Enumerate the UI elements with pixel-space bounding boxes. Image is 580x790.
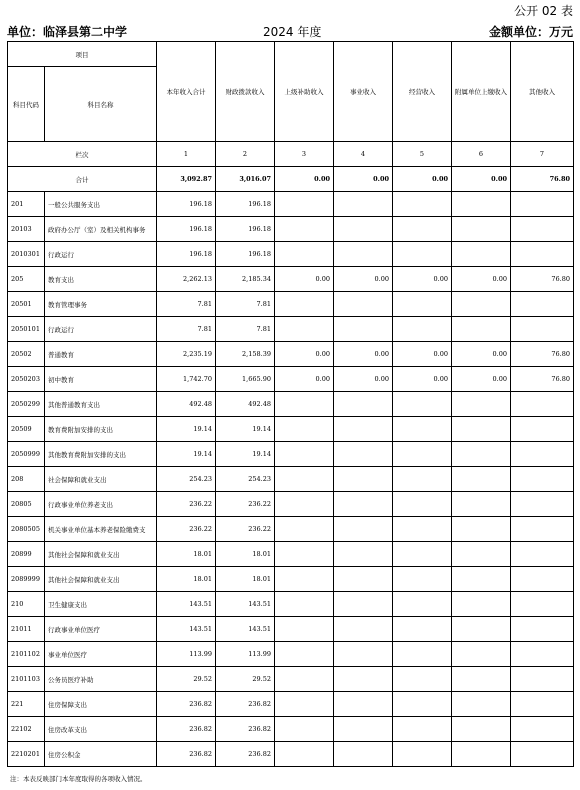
code-cell: 210	[8, 592, 45, 617]
operating-cell: 0.00	[393, 342, 452, 367]
name-cell: 机关事业单位基本养老保险缴费支	[45, 517, 157, 542]
business-cell	[334, 517, 393, 542]
affiliated-cell	[452, 492, 511, 517]
affiliated-cell	[452, 592, 511, 617]
fiscal-cell: 236.82	[216, 742, 275, 767]
business-cell	[334, 292, 393, 317]
lanci-num: 2	[216, 142, 275, 167]
col-affiliated: 附属单位上缴收入	[452, 42, 511, 142]
fiscal-cell: 254.23	[216, 467, 275, 492]
other-cell	[511, 417, 574, 442]
operating-cell	[393, 517, 452, 542]
subsidy-cell	[275, 717, 334, 742]
other-cell	[511, 492, 574, 517]
code-cell: 2089999	[8, 567, 45, 592]
other-cell	[511, 717, 574, 742]
business-cell	[334, 317, 393, 342]
code-cell: 2050299	[8, 392, 45, 417]
total-income-cell: 143.51	[157, 617, 216, 642]
operating-cell	[393, 467, 452, 492]
operating-cell	[393, 667, 452, 692]
col-fiscal: 财政拨款收入	[216, 42, 275, 142]
fiscal-cell: 196.18	[216, 217, 275, 242]
total-income-cell: 236.82	[157, 717, 216, 742]
table-row	[8, 442, 574, 467]
subsidy-cell	[275, 667, 334, 692]
fiscal-cell: 19.14	[216, 417, 275, 442]
table-row	[8, 342, 574, 367]
affiliated-cell	[452, 442, 511, 467]
fiscal-cell: 143.51	[216, 592, 275, 617]
code-cell: 21011	[8, 617, 45, 642]
name-cell: 教育支出	[45, 267, 157, 292]
table-row	[8, 642, 574, 667]
code-cell: 208	[8, 467, 45, 492]
total-income-cell: 113.99	[157, 642, 216, 667]
total-income-cell: 18.01	[157, 567, 216, 592]
fiscal-cell: 2,158.39	[216, 342, 275, 367]
lanci-num: 1	[157, 142, 216, 167]
subsidy-cell	[275, 692, 334, 717]
code-cell: 20502	[8, 342, 45, 367]
name-cell: 初中教育	[45, 367, 157, 392]
business-cell	[334, 642, 393, 667]
code-cell: 2050203	[8, 367, 45, 392]
business-cell: 0.00	[334, 267, 393, 292]
name-cell: 政府办公厅（室）及相关机构事务	[45, 217, 157, 242]
footnote: 注：本表反映部门本年度取得的各项收入情况。	[10, 775, 147, 783]
fiscal-cell: 18.01	[216, 567, 275, 592]
total-income-cell: 1,742.70	[157, 367, 216, 392]
subsidy-cell	[275, 192, 334, 217]
name-cell: 其他普通教育支出	[45, 392, 157, 417]
fiscal-cell: 19.14	[216, 442, 275, 467]
name-cell: 其他教育费附加安排的支出	[45, 442, 157, 467]
business-cell	[334, 467, 393, 492]
report-header	[7, 23, 573, 41]
col-other: 其他收入	[511, 42, 574, 142]
total-income-cell: 254.23	[157, 467, 216, 492]
total-cell: 76.80	[511, 167, 574, 192]
col-subsidy: 上级补助收入	[275, 42, 334, 142]
col-operating: 经营收入	[393, 42, 452, 142]
other-cell	[511, 192, 574, 217]
affiliated-cell	[452, 742, 511, 767]
lanci-num: 5	[393, 142, 452, 167]
fiscal-cell: 196.18	[216, 242, 275, 267]
fiscal-cell: 236.22	[216, 517, 275, 542]
total-income-cell: 2,235.19	[157, 342, 216, 367]
business-cell: 0.00	[334, 367, 393, 392]
name-cell: 住房保障支出	[45, 692, 157, 717]
code-cell: 20103	[8, 217, 45, 242]
other-cell	[511, 592, 574, 617]
operating-cell	[393, 217, 452, 242]
code-cell: 2050999	[8, 442, 45, 467]
col-total-income: 本年收入合计	[157, 42, 216, 142]
code-cell: 2101102	[8, 642, 45, 667]
affiliated-cell	[452, 192, 511, 217]
other-cell	[511, 742, 574, 767]
code-cell: 221	[8, 692, 45, 717]
total-cell: 3,016.07	[216, 167, 275, 192]
other-cell	[511, 317, 574, 342]
fiscal-cell: 492.48	[216, 392, 275, 417]
table-row	[8, 717, 574, 742]
code-cell: 20899	[8, 542, 45, 567]
name-cell: 普通教育	[45, 342, 157, 367]
total-income-cell: 236.22	[157, 492, 216, 517]
business-cell	[334, 542, 393, 567]
table-number: 公开 02 表	[514, 4, 573, 18]
affiliated-cell	[452, 467, 511, 492]
fiscal-cell: 7.81	[216, 317, 275, 342]
business-cell	[334, 392, 393, 417]
operating-cell	[393, 292, 452, 317]
name-cell: 行政事业单位养老支出	[45, 492, 157, 517]
affiliated-cell	[452, 417, 511, 442]
other-cell	[511, 692, 574, 717]
business-cell	[334, 667, 393, 692]
name-cell: 事业单位医疗	[45, 642, 157, 667]
fiscal-cell: 113.99	[216, 642, 275, 667]
operating-cell: 0.00	[393, 267, 452, 292]
other-cell	[511, 217, 574, 242]
name-cell: 一般公共服务支出	[45, 192, 157, 217]
subsidy-cell: 0.00	[275, 342, 334, 367]
table-row	[8, 292, 574, 317]
table-row	[8, 367, 574, 392]
other-cell	[511, 517, 574, 542]
lanci-num: 7	[511, 142, 574, 167]
affiliated-cell: 0.00	[452, 367, 511, 392]
operating-cell	[393, 242, 452, 267]
unit-label: 单位：临泽县第二中学	[7, 25, 128, 39]
table-row	[8, 742, 574, 767]
project-header: 项目	[8, 42, 157, 67]
code-cell: 2101103	[8, 667, 45, 692]
lanci-label: 栏次	[8, 142, 157, 167]
affiliated-cell	[452, 642, 511, 667]
table-row	[8, 242, 574, 267]
affiliated-cell	[452, 542, 511, 567]
operating-cell	[393, 742, 452, 767]
subsidy-cell	[275, 467, 334, 492]
table-row	[8, 317, 574, 342]
total-income-cell: 7.81	[157, 292, 216, 317]
fiscal-cell: 7.81	[216, 292, 275, 317]
code-cell: 22102	[8, 717, 45, 742]
other-cell	[511, 467, 574, 492]
business-cell	[334, 742, 393, 767]
money-unit-label: 金额单位：万元	[488, 25, 573, 39]
affiliated-cell	[452, 317, 511, 342]
income-table	[7, 41, 574, 767]
total-income-cell: 143.51	[157, 592, 216, 617]
total-income-cell: 236.22	[157, 517, 216, 542]
code-cell: 201	[8, 192, 45, 217]
fiscal-cell: 236.82	[216, 717, 275, 742]
business-cell	[334, 492, 393, 517]
year-label: 2024 年度	[263, 25, 322, 39]
subsidy-cell	[275, 392, 334, 417]
affiliated-cell	[452, 217, 511, 242]
table-row	[8, 417, 574, 442]
affiliated-cell	[452, 717, 511, 742]
other-cell	[511, 567, 574, 592]
operating-cell	[393, 317, 452, 342]
subsidy-cell	[275, 492, 334, 517]
subsidy-cell	[275, 617, 334, 642]
operating-cell	[393, 542, 452, 567]
operating-cell: 0.00	[393, 367, 452, 392]
total-cell: 0.00	[334, 167, 393, 192]
business-cell: 0.00	[334, 342, 393, 367]
table-row	[8, 667, 574, 692]
name-cell: 行政运行	[45, 317, 157, 342]
fiscal-cell: 236.22	[216, 492, 275, 517]
table-row	[8, 467, 574, 492]
other-cell	[511, 392, 574, 417]
total-income-cell: 18.01	[157, 542, 216, 567]
operating-cell	[393, 192, 452, 217]
subsidy-cell	[275, 567, 334, 592]
total-income-cell: 236.82	[157, 692, 216, 717]
affiliated-cell	[452, 667, 511, 692]
total-income-cell: 29.52	[157, 667, 216, 692]
total-income-cell: 7.81	[157, 317, 216, 342]
subsidy-cell	[275, 442, 334, 467]
total-income-cell: 492.48	[157, 392, 216, 417]
table-row	[8, 617, 574, 642]
lanci-num: 3	[275, 142, 334, 167]
table-row	[8, 542, 574, 567]
other-cell	[511, 542, 574, 567]
name-cell: 行政事业单位医疗	[45, 617, 157, 642]
table-row	[8, 192, 574, 217]
operating-cell	[393, 642, 452, 667]
total-cell: 0.00	[452, 167, 511, 192]
total-label: 合计	[8, 167, 157, 192]
fiscal-cell: 1,665.90	[216, 367, 275, 392]
business-cell	[334, 567, 393, 592]
table-row	[8, 267, 574, 292]
affiliated-cell	[452, 567, 511, 592]
affiliated-cell	[452, 242, 511, 267]
table-row	[8, 517, 574, 542]
business-cell	[334, 442, 393, 467]
subsidy-cell	[275, 517, 334, 542]
other-cell: 76.80	[511, 342, 574, 367]
business-cell	[334, 192, 393, 217]
name-cell: 教育费附加安排的支出	[45, 417, 157, 442]
total-cell: 0.00	[275, 167, 334, 192]
operating-cell	[393, 417, 452, 442]
business-cell	[334, 242, 393, 267]
code-cell: 20501	[8, 292, 45, 317]
code-cell: 20509	[8, 417, 45, 442]
operating-cell	[393, 592, 452, 617]
affiliated-cell: 0.00	[452, 267, 511, 292]
business-cell	[334, 617, 393, 642]
operating-cell	[393, 692, 452, 717]
table-row	[8, 217, 574, 242]
name-cell: 行政运行	[45, 242, 157, 267]
lanci-num: 4	[334, 142, 393, 167]
business-cell	[334, 592, 393, 617]
subsidy-cell: 0.00	[275, 267, 334, 292]
fiscal-cell: 236.82	[216, 692, 275, 717]
table-row	[8, 492, 574, 517]
operating-cell	[393, 717, 452, 742]
code-cell: 2050101	[8, 317, 45, 342]
col-code: 科目代码	[8, 67, 45, 142]
subsidy-cell	[275, 317, 334, 342]
other-cell	[511, 242, 574, 267]
subsidy-cell	[275, 417, 334, 442]
subsidy-cell: 0.00	[275, 367, 334, 392]
subsidy-cell	[275, 592, 334, 617]
subsidy-cell	[275, 642, 334, 667]
name-cell: 卫生健康支出	[45, 592, 157, 617]
total-income-cell: 196.18	[157, 192, 216, 217]
operating-cell	[393, 567, 452, 592]
total-cell: 0.00	[393, 167, 452, 192]
subsidy-cell	[275, 742, 334, 767]
other-cell	[511, 642, 574, 667]
affiliated-cell	[452, 392, 511, 417]
table-row	[8, 592, 574, 617]
affiliated-cell	[452, 517, 511, 542]
affiliated-cell	[452, 692, 511, 717]
fiscal-cell: 29.52	[216, 667, 275, 692]
total-income-cell: 236.82	[157, 742, 216, 767]
other-cell	[511, 667, 574, 692]
other-cell	[511, 292, 574, 317]
total-income-cell: 19.14	[157, 442, 216, 467]
name-cell: 教育管理事务	[45, 292, 157, 317]
code-cell: 20805	[8, 492, 45, 517]
business-cell	[334, 692, 393, 717]
fiscal-cell: 18.01	[216, 542, 275, 567]
total-income-cell: 196.18	[157, 242, 216, 267]
col-business: 事业收入	[334, 42, 393, 142]
name-cell: 其他社会保障和就业支出	[45, 567, 157, 592]
affiliated-cell	[452, 292, 511, 317]
fiscal-cell: 196.18	[216, 192, 275, 217]
total-cell: 3,092.87	[157, 167, 216, 192]
fiscal-cell: 143.51	[216, 617, 275, 642]
operating-cell	[393, 617, 452, 642]
code-cell: 2080505	[8, 517, 45, 542]
operating-cell	[393, 442, 452, 467]
table-row	[8, 392, 574, 417]
col-name: 科目名称	[45, 67, 157, 142]
affiliated-cell	[452, 617, 511, 642]
other-cell: 76.80	[511, 267, 574, 292]
operating-cell	[393, 492, 452, 517]
operating-cell	[393, 392, 452, 417]
name-cell: 社会保障和就业支出	[45, 467, 157, 492]
name-cell: 其他社会保障和就业支出	[45, 542, 157, 567]
other-cell: 76.80	[511, 367, 574, 392]
business-cell	[334, 717, 393, 742]
table-row	[8, 692, 574, 717]
code-cell: 2210201	[8, 742, 45, 767]
affiliated-cell: 0.00	[452, 342, 511, 367]
name-cell: 住房改革支出	[45, 717, 157, 742]
subsidy-cell	[275, 217, 334, 242]
subsidy-cell	[275, 292, 334, 317]
business-cell	[334, 417, 393, 442]
subsidy-cell	[275, 542, 334, 567]
name-cell: 住房公积金	[45, 742, 157, 767]
business-cell	[334, 217, 393, 242]
code-cell: 205	[8, 267, 45, 292]
other-cell	[511, 617, 574, 642]
code-cell: 2010301	[8, 242, 45, 267]
total-income-cell: 19.14	[157, 417, 216, 442]
table-row	[8, 567, 574, 592]
total-income-cell: 196.18	[157, 217, 216, 242]
lanci-num: 6	[452, 142, 511, 167]
name-cell: 公务员医疗补助	[45, 667, 157, 692]
fiscal-cell: 2,185.34	[216, 267, 275, 292]
subsidy-cell	[275, 242, 334, 267]
total-income-cell: 2,262.13	[157, 267, 216, 292]
other-cell	[511, 442, 574, 467]
